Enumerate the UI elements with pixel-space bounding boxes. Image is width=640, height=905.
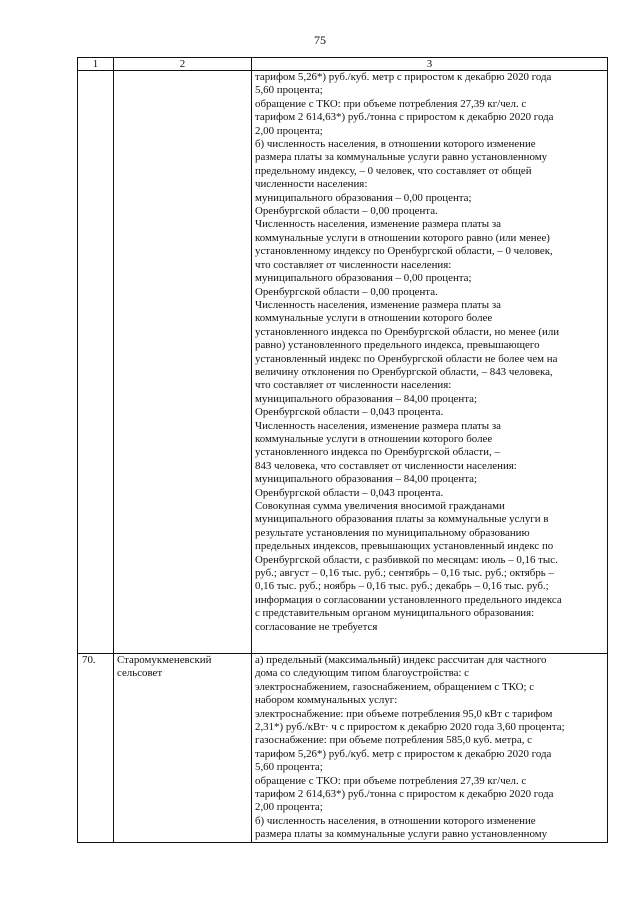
- text-line: а) предельный (максимальный) индекс рассчитан для частного: [255, 654, 547, 666]
- text-line: 5,60 процента;: [255, 84, 323, 97]
- text-line: с представительным органом муниципального образования:: [255, 607, 535, 620]
- text-line: величину отклонения по Оренбургской области, – 843 человека,: [255, 365, 553, 378]
- text-line: Численность населения, изменение размера платы за: [255, 419, 501, 432]
- text-line: Оренбургской области – 0,00 процента.: [255, 285, 438, 298]
- table-row: [78, 71, 608, 654]
- text-line: согласование не требуется: [255, 620, 378, 633]
- text-line: что составляет от численности населения:: [255, 379, 452, 392]
- text-line: 843 человека, что составляет от численности населения:: [255, 459, 517, 472]
- text-line: размера платы за коммунальные услуги равно установленному: [255, 828, 548, 841]
- text-line: информация о согласовании установленного предельного индекса: [255, 593, 562, 606]
- document-table: [77, 57, 608, 843]
- text-line: муниципального образования – 0,00 процента;: [255, 272, 472, 285]
- table-row: [78, 654, 608, 843]
- header-col-2: 2: [114, 58, 252, 71]
- text-line: Оренбургской области, с разбивкой по месяцам: июль – 0,16 тыс.: [255, 553, 558, 566]
- text-line: коммунальные услуги в отношении которого более: [255, 432, 493, 445]
- text-line: б) численность населения, в отношении которого изменение: [255, 814, 536, 827]
- text-line: газоснабжение: при объеме потребления 585,0 куб. метра, с: [255, 734, 532, 747]
- header-col-3: 3: [252, 58, 608, 71]
- text-line: установленный индекс по Оренбургской области не более чем на: [255, 352, 558, 365]
- row-description: [252, 71, 608, 654]
- text-line: установленного индекса по Оренбургской области, –: [255, 446, 500, 459]
- text-line: предельных индексов, превышающих установленный индекс по: [255, 540, 554, 553]
- header-col-1: 1: [78, 58, 114, 71]
- page-number: 75: [314, 33, 326, 47]
- text-line: дома со следующим типом благоустройства: с: [255, 667, 469, 680]
- text-line: б) численность населения, в отношении которого изменение: [255, 138, 536, 151]
- text-line: муниципального образования – 0,00 процента;: [255, 191, 472, 204]
- text-line: тарифом 5,26*) руб./куб. метр с приростом к декабрю 2020 года: [255, 71, 552, 83]
- text-line: тарифом 5,26*) руб./куб. метр с приростом к декабрю 2020 года: [255, 747, 552, 760]
- text-line: тарифом 2 614,63*) руб./тонна с приростом к декабрю 2020 года: [255, 111, 554, 124]
- text-line: набором коммунальных услуг:: [255, 694, 398, 707]
- text-line: численности населения:: [255, 178, 368, 191]
- text-line: Оренбургской области – 0,00 процента.: [255, 205, 438, 218]
- text-line: коммунальные услуги в отношении которого равно (или менее): [255, 231, 550, 244]
- text-line: обращение с ТКО: при объеме потребления 27,39 кг/чел. с: [255, 774, 527, 787]
- row-municipality: Старомукменевский сельсовет: [114, 654, 252, 843]
- text-line: установленного индекса по Оренбургской области, но менее (или: [255, 325, 560, 338]
- row-municipality: [114, 71, 252, 654]
- text-line: 2,00 процента;: [255, 801, 323, 814]
- text-line: 5,60 процента;: [255, 761, 323, 774]
- text-line: Численность населения, изменение размера платы за: [255, 218, 501, 231]
- text-line: руб.; август – 0,16 тыс. руб.; сентябрь – 0,16 тыс. руб.; октябрь –: [255, 567, 554, 580]
- row-description: [252, 654, 608, 843]
- text-line: муниципального образования – 84,00 процента;: [255, 473, 477, 486]
- text-line: предельному индексу, – 0 человек, что составляет от общей: [255, 164, 532, 177]
- text-line: результате установления по муниципальному образованию: [255, 526, 530, 539]
- text-line: 0,16 тыс. руб.; ноябрь – 0,16 тыс. руб.; декабрь – 0,16 тыс. руб.;: [255, 580, 549, 593]
- text-line: Оренбургской области – 0,043 процента.: [255, 486, 444, 499]
- text-line: обращение с ТКО: при объеме потребления 27,39 кг/чел. с: [255, 97, 527, 110]
- row-number: 70.: [78, 654, 114, 843]
- text-line: Оренбургской области – 0,043 процента.: [255, 406, 444, 419]
- header-row: [78, 58, 608, 71]
- text-line: 2,00 процента;: [255, 124, 323, 137]
- text-line: муниципального образования платы за коммунальные услуги в: [255, 513, 549, 526]
- text-line: муниципального образования – 84,00 процента;: [255, 392, 477, 405]
- text-line: что составляет от численности населения:: [255, 258, 452, 271]
- text-line: электроснабжением, газоснабжением, обращением с ТКО; с: [255, 680, 535, 693]
- text-line: Совокупная сумма увеличения вносимой гражданами: [255, 500, 505, 512]
- row-number: [78, 71, 114, 654]
- text-line: равно) установленного предельного индекса, превышающего: [255, 339, 540, 352]
- text-line: коммунальные услуги в отношении которого более: [255, 312, 493, 325]
- text-line: размера платы за коммунальные услуги равно установленному: [255, 151, 548, 164]
- text-line: установленному индексу по Оренбургской области, – 0 человек,: [255, 245, 553, 258]
- text-line: электроснабжение: при объеме потребления 95,0 кВт с тарифом: [255, 707, 553, 720]
- text-line: тарифом 2 614,63*) руб./тонна с приростом к декабрю 2020 года: [255, 788, 554, 801]
- text-line: 2,31*) руб./кВт· ч с приростом к декабрю 2020 года 3,60 процента;: [255, 721, 565, 734]
- text-line: Численность населения, изменение размера платы за: [255, 298, 501, 311]
